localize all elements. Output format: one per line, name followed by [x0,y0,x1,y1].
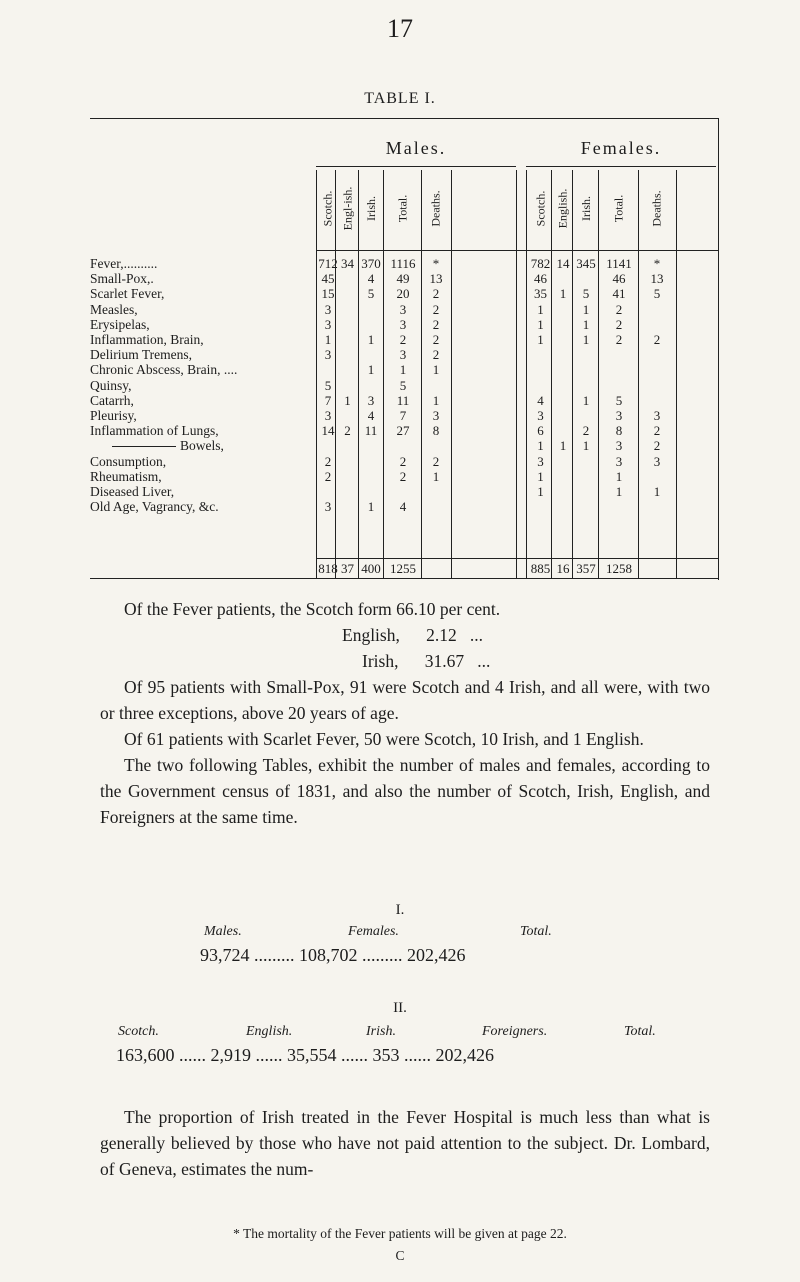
row-label: Delirium Tremens, [90,347,193,363]
closing-text [100,1104,710,1182]
table-cell: 1 [537,438,544,454]
column-rule [383,170,384,578]
table-cell: 1141 [606,256,632,271]
signature-mark: C [395,1248,405,1263]
row-label: Chronic Abscess, Brain, .... [90,362,238,378]
row-label: Bowels, [180,438,224,454]
table-cell: 4 [367,408,375,423]
column-header: Irish. [363,195,378,221]
total-cell: 16 [556,561,570,576]
total-cell: 885 [530,561,551,576]
table-cell: 1 [582,301,590,317]
row-label: Erysipelas, [90,316,150,332]
table-cell: 1 [537,316,544,332]
table-right-rule [718,118,719,580]
table-cell: 5 [367,286,375,302]
table-cell: 1 [582,438,590,454]
census2-label-irish: Irish. [366,1024,396,1039]
table-cell: 3 [615,408,623,423]
row-label: Scarlet Fever, [90,286,165,302]
column-rule [516,170,517,578]
census2-values: 163,600 ...... 2,919 ...... 35,554 ...... 353 ...... 202,426 [116,1045,494,1065]
body-text [100,596,710,830]
paragraph-small-pox: Of 95 patients with Small-Pox, 91 were Scotch and 4 Irish, and all were, with two or three exceptions, above 20 years of age. [100,677,710,723]
paragraph-fever-share: Of the Fever patients, the Scotch form 66.10 per cent. [124,599,501,619]
column-rule [638,170,639,578]
table-cell: 2 [615,316,623,332]
row-label: Fever,.......... [90,256,158,271]
total-cell: 1258 [606,561,632,576]
table-cell: 3 [399,347,407,363]
table-cell: 2 [324,468,332,484]
table-cell: 1 [537,332,544,347]
table-cell: 11 [364,423,378,439]
fever-share-irish: Irish, 31.67 ... [362,651,491,671]
females-header-rule [526,166,716,167]
table-bottom-rule [90,578,718,579]
table-cell: 46 [612,271,626,287]
table-cell: 46 [534,271,547,287]
total-cell: 37 [341,561,354,576]
row-label: Inflammation, Brain, [90,332,204,347]
table-cell: 1 [324,332,332,347]
table-cell: * [432,256,440,271]
colhead-bottom-rule [316,250,718,251]
page-number: 17 [387,14,413,43]
row-label: Pleurisy, [90,408,137,423]
table-top-rule [90,118,718,119]
column-header: Scotch. [533,190,548,226]
column-header: Deaths. [428,189,443,227]
table-cell: 41 [612,286,626,302]
census-table-2-title: II. [393,1000,407,1016]
table-cell: 1 [537,484,544,499]
totals-rule [316,558,718,559]
census1-label-total: Total. [520,924,552,939]
table-cell: 11 [396,392,410,408]
total-cell: 818 [318,561,338,576]
table-cell: 1 [615,484,623,499]
table-cell: 2 [653,332,661,347]
table-cell: 1 [537,468,544,484]
table-cell: 1 [344,392,351,408]
row-label: Measles, [90,301,138,317]
table-cell: 45 [321,271,335,287]
census-table-1-title: I. [395,902,405,918]
census2-label-english: English. [246,1024,293,1039]
table-cell: 3 [399,301,407,317]
table-cell: 2 [615,301,623,317]
table-cell: 2 [324,453,332,469]
table-cell: 2 [432,332,440,347]
table-cell: 1 [582,332,590,347]
table-cell: 13 [429,271,443,287]
table-cell: 2 [399,468,407,484]
row-label: Rheumatism, [90,468,162,484]
table-cell: 712 [318,256,338,271]
total-cell: 357 [576,561,596,576]
column-rule [421,170,422,578]
table-cell: 782 [530,256,551,271]
table-cell: 2 [399,453,407,469]
census1-label-males: Males. [204,924,242,939]
column-rule [335,170,336,578]
table-cell: 4 [537,392,544,408]
table-cell: 2 [615,332,623,347]
census1-label-females: Females. [348,924,399,939]
row-label: Quinsy, [90,377,132,393]
table-cell: 4 [367,271,375,287]
table-cell: 1 [582,392,590,408]
table-cell: 3 [615,438,623,454]
males-header-rule [316,166,516,167]
table-cell: 2 [399,332,407,347]
table-cell: 1 [559,286,567,302]
table-cell: 1 [432,362,440,378]
column-rule [598,170,599,578]
table-cell: 5 [615,392,623,408]
table-cell: 1 [432,392,440,408]
table-cell: 35 [534,286,547,302]
fever-share-english: English, 2.12 ... [342,625,483,645]
table-cell: 2 [653,423,661,439]
table-cell: 3 [324,408,332,423]
table-cell: 2 [432,316,440,332]
census1-values: 93,724 ......... 108,702 ......... 202,426 [200,945,466,965]
row-label: Small-Pox,. [90,271,154,287]
table-cell: 2 [432,286,440,302]
census2-label-scotch: Scotch. [118,1024,159,1039]
column-header: English. [555,188,570,228]
table-cell: 13 [650,271,664,287]
table-cell: 345 [576,256,596,271]
table-cell: 1 [432,468,440,484]
column-header: Total. [395,194,410,222]
table-cell: 1 [615,468,623,484]
column-header: Irish. [578,195,593,221]
table-cell: 370 [361,256,381,271]
column-header: Scotch. [320,190,335,226]
table-cell: 20 [396,286,410,302]
table-cell: 3 [653,408,661,423]
table-cell: 15 [321,286,335,302]
table-cell: 7 [399,408,407,423]
column-rule [676,170,677,578]
table-cell: 8 [615,423,623,439]
table-cell: 3 [537,408,544,423]
table-cell: 49 [396,271,410,287]
table-cell: 2 [344,423,351,439]
column-rule [551,170,552,578]
table-cell: 1116 [390,256,416,271]
table-caption: TABLE I. [364,90,436,107]
females-group-header: Females. [580,138,662,158]
table-cell: 3 [432,408,440,423]
census2-label-foreigners: Foreigners. [482,1024,548,1039]
column-rule [451,170,452,578]
row-label: Old Age, Vagrancy, &c. [90,499,219,515]
row-label: Consumption, [90,453,167,469]
paragraph-census-intro: The two following Tables, exhibit the number of males and females, according to the Government census of 1831, and also the number of Scotch, Irish, English, and Foreigners at the same time. [100,755,710,827]
column-rule [526,170,527,578]
table-cell: 5 [582,286,590,302]
table-cell: 27 [396,423,410,439]
table-cell: 14 [321,423,335,439]
table-cell: 3 [324,499,332,515]
table-cell: 3 [324,301,332,317]
column-header: Engl-ish. [340,186,355,230]
table-cell: 2 [582,423,590,439]
table-cell: 8 [432,423,440,439]
disease-table [90,118,720,580]
row-label: Diseased Liver, [90,484,175,499]
table-cell: 1 [399,362,407,378]
table-cell: 5 [399,377,407,393]
table-cell: 5 [653,286,661,302]
total-cell: 400 [361,561,381,576]
table-cell: 3 [399,316,407,332]
table-cell: 1 [653,484,661,499]
table-cell: 7 [324,392,332,408]
paragraph-scarlet-fever: Of 61 patients with Scarlet Fever, 50 were Scotch, 10 Irish, and 1 English. [124,729,644,749]
table-cell: 6 [537,423,544,439]
table-cell: 14 [556,256,570,271]
table-cell: 2 [432,347,440,363]
table-cell: 2 [653,438,661,454]
row-label: Catarrh, [90,392,134,408]
paragraph-irish-proportion: The proportion of Irish treated in the Fever Hospital is much less than what is generally believed by those who have not paid attention to the subject. Dr. Lombard, of Geneva, estimates the num- [100,1107,710,1179]
table-cell: 1 [582,316,590,332]
total-cell: 1255 [390,561,416,576]
column-header: Total. [611,194,626,222]
table-cell: 4 [399,499,407,515]
column-rule [572,170,573,578]
table-cell: 3 [615,453,623,469]
table-cell: 3 [537,453,544,469]
males-group-header: Males. [385,138,447,158]
row-label: Inflammation of Lungs, [90,423,219,439]
table-cell: 1 [559,438,567,454]
column-rule [316,170,317,578]
table-cell: 1 [537,301,544,317]
table-cell: 1 [367,362,375,378]
column-rule [358,170,359,578]
table-cell: 3 [324,316,332,332]
table-cell: 34 [341,256,354,271]
table-cell: 3 [324,347,332,363]
table-cell: 2 [432,301,440,317]
column-header: Deaths. [649,189,664,227]
footnote: * The mortality of the Fever patients will be given at page 22. [233,1226,567,1241]
table-cell: 5 [324,377,332,393]
table-cell: 2 [432,453,440,469]
table-cell: 3 [367,392,375,408]
table-cell: 3 [653,453,661,469]
table-cell: * [653,256,661,271]
table-cell: 1 [367,499,375,515]
census2-label-total: Total. [624,1024,656,1039]
table-cell: 1 [367,332,375,347]
